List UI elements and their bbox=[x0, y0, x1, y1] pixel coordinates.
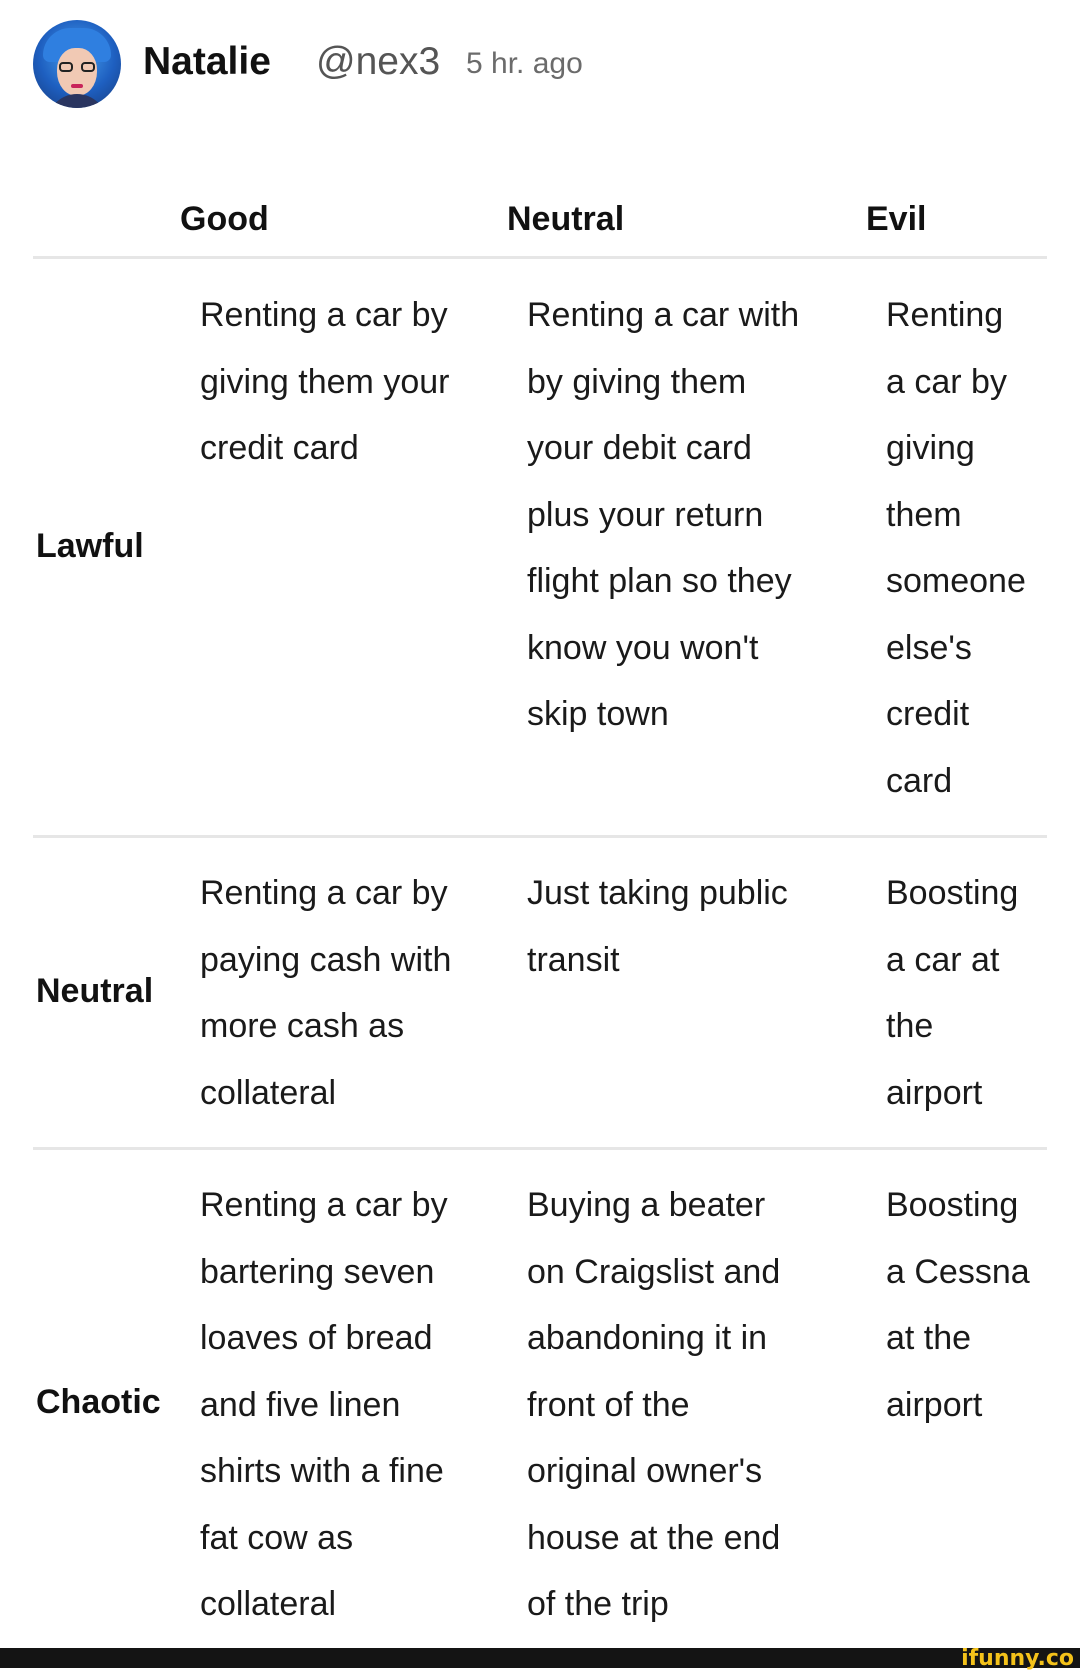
author-handle[interactable]: @nex3 bbox=[316, 40, 441, 83]
row-header-neutral: Neutral bbox=[36, 972, 154, 1010]
cell-neutral-good: Renting a car by paying cash with more cash as collateral bbox=[200, 874, 452, 1112]
post-timestamp: 5 hr. ago bbox=[466, 47, 583, 80]
watermark-logo: ifunny.co bbox=[961, 1646, 1074, 1671]
table-divider bbox=[33, 835, 1047, 838]
cell-true-neutral: Just taking public transit bbox=[527, 874, 788, 979]
table-divider bbox=[33, 256, 1047, 259]
row-header-chaotic: Chaotic bbox=[36, 1383, 161, 1421]
cell-neutral-evil: Boosting a car at the airport bbox=[886, 874, 1019, 1112]
author-name[interactable]: Natalie bbox=[143, 40, 271, 83]
cell-lawful-evil: Renting a car by giving them someone else's credit card bbox=[886, 296, 1026, 800]
footer-bar bbox=[0, 1648, 1080, 1668]
cell-chaotic-neutral: Buying a beater on Craigslist and abandoning it in front of the original owner's house at the end of the trip bbox=[527, 1186, 781, 1623]
column-header-evil: Evil bbox=[866, 200, 927, 238]
cell-lawful-good: Renting a car by giving them your credit card bbox=[200, 296, 450, 467]
column-header-neutral: Neutral bbox=[507, 200, 625, 238]
row-header-lawful: Lawful bbox=[36, 527, 144, 565]
cell-chaotic-evil: Boosting a Cessna at the airport bbox=[886, 1186, 1030, 1424]
cell-lawful-neutral: Renting a car with by giving them your debit card plus your return flight plan so they know you won't skip town bbox=[527, 296, 800, 733]
avatar[interactable] bbox=[33, 20, 121, 108]
table-divider bbox=[33, 1147, 1047, 1150]
cell-chaotic-good: Renting a car by bartering seven loaves of bread and five linen shirts with a fine fat cow as collateral bbox=[200, 1186, 448, 1623]
column-header-good: Good bbox=[180, 200, 269, 238]
post-header bbox=[0, 0, 1080, 130]
